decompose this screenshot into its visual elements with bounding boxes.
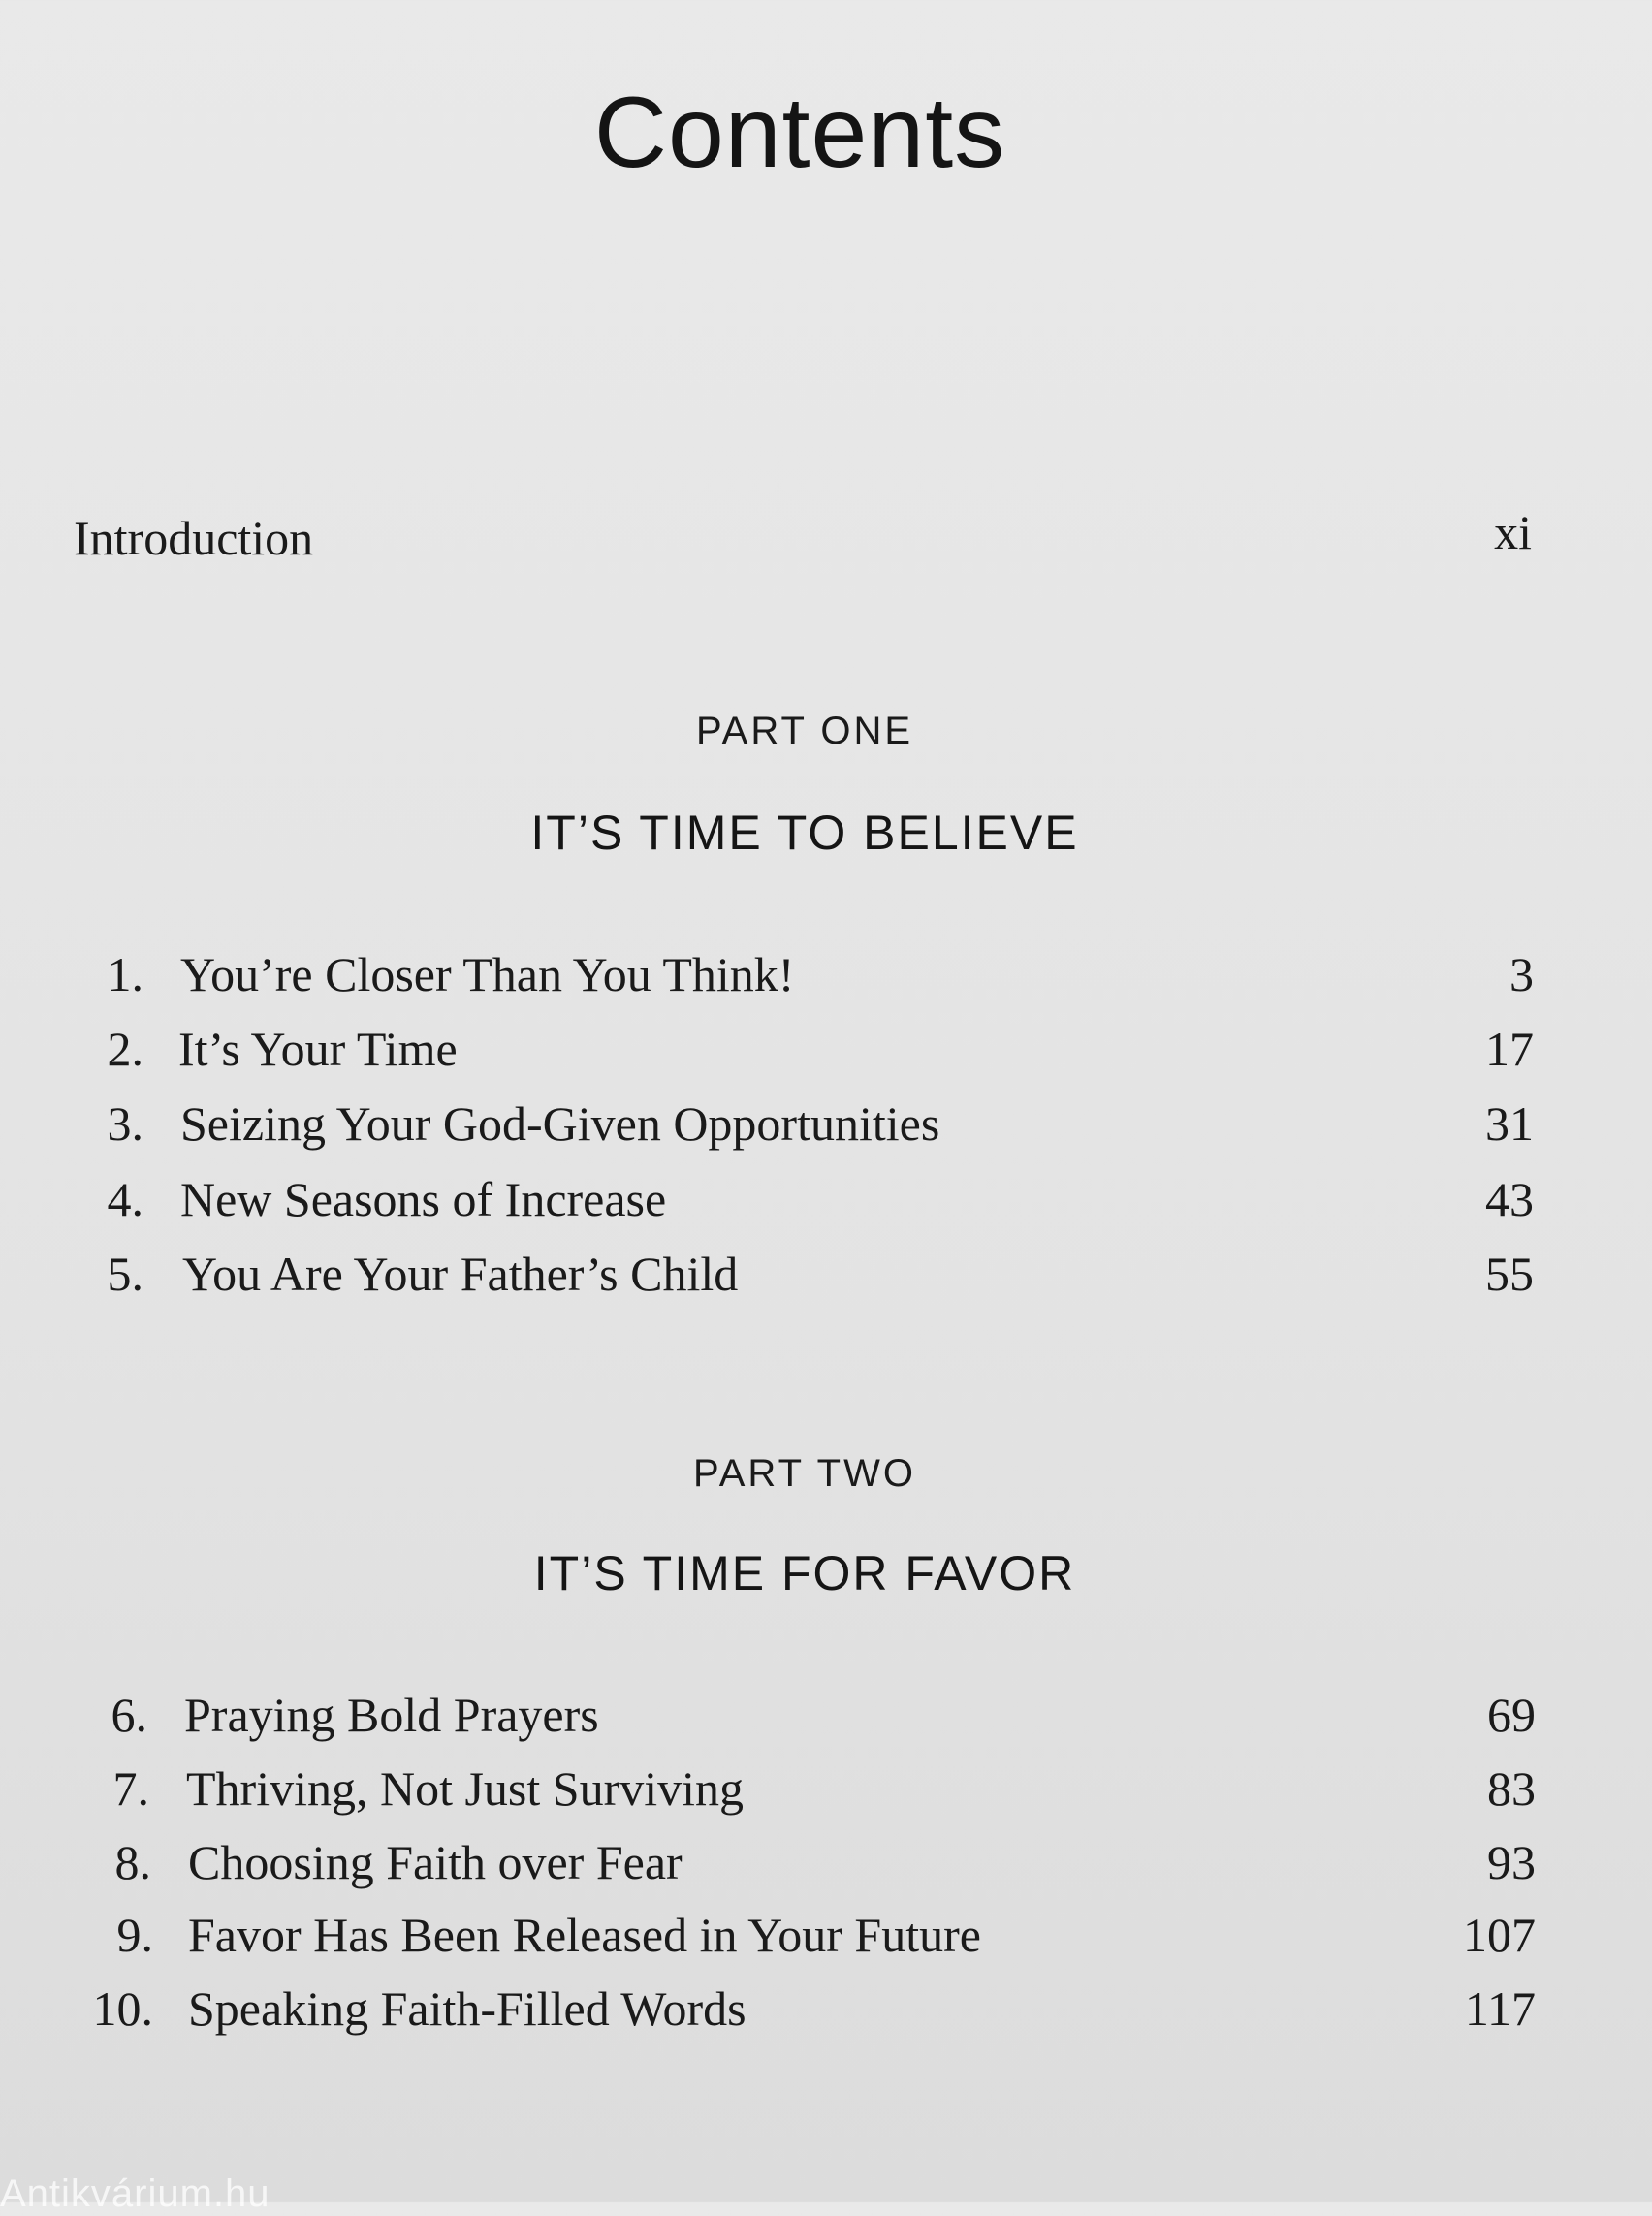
chapter-title: Choosing Faith over Fear bbox=[188, 1835, 683, 1889]
chapter-number: 7. bbox=[112, 1761, 149, 1816]
chapter-row bbox=[0, 1760, 1652, 1828]
part-one-label: PART ONE bbox=[695, 710, 914, 752]
chapter-page-number: 55 bbox=[1485, 1247, 1534, 1301]
chapter-page-number: 107 bbox=[1463, 1908, 1536, 1962]
chapter-title: Speaking Faith-Filled Words bbox=[188, 1981, 747, 2036]
chapter-row bbox=[0, 1687, 1652, 1755]
part-two-title: IT’S TIME FOR FAVOR bbox=[533, 1546, 1076, 1600]
chapter-page-number: 93 bbox=[1487, 1835, 1536, 1889]
part-two-label: PART TWO bbox=[693, 1452, 916, 1495]
chapter-number: 6. bbox=[111, 1688, 147, 1742]
chapter-row bbox=[0, 1246, 1652, 1314]
chapter-row bbox=[0, 1834, 1652, 1902]
chapter-page-number: 3 bbox=[1509, 947, 1534, 1001]
chapter-title: Seizing Your God-Given Opportunities bbox=[180, 1096, 940, 1151]
page-title: Contents bbox=[593, 77, 1006, 189]
chapter-page-number: 31 bbox=[1485, 1096, 1534, 1151]
chapter-page-number: 17 bbox=[1485, 1022, 1534, 1076]
chapter-number: 10. bbox=[92, 1981, 153, 2036]
chapter-row bbox=[0, 1095, 1652, 1163]
chapter-row bbox=[0, 1171, 1652, 1239]
chapter-title: New Seasons of Increase bbox=[180, 1172, 667, 1226]
chapter-number: 5. bbox=[107, 1247, 143, 1301]
chapter-number: 4. bbox=[107, 1172, 143, 1226]
watermark: Antikvárium.hu bbox=[0, 2172, 270, 2215]
introduction-label: Introduction bbox=[74, 511, 314, 565]
part-one-title: IT’S TIME TO BELIEVE bbox=[530, 806, 1079, 860]
chapter-number: 8. bbox=[114, 1835, 151, 1889]
chapter-title: Favor Has Been Released in Your Future bbox=[188, 1908, 981, 1962]
chapter-row bbox=[0, 1980, 1652, 2048]
chapter-page-number: 43 bbox=[1485, 1172, 1534, 1226]
chapter-title: It’s Your Time bbox=[178, 1022, 458, 1076]
chapter-row bbox=[0, 946, 1652, 1014]
chapter-number: 3. bbox=[107, 1096, 143, 1151]
chapter-title: You Are Your Father’s Child bbox=[182, 1247, 739, 1301]
chapter-title: You’re Closer Than You Think! bbox=[180, 947, 795, 1001]
chapter-title: Thriving, Not Just Surviving bbox=[186, 1761, 745, 1816]
introduction-page-number: xi bbox=[1494, 505, 1532, 559]
chapter-number: 9. bbox=[116, 1908, 153, 1962]
chapter-row bbox=[0, 1021, 1652, 1089]
chapter-row bbox=[0, 1907, 1652, 1975]
chapter-page-number: 83 bbox=[1487, 1761, 1536, 1816]
chapter-number: 1. bbox=[107, 947, 143, 1001]
chapter-page-number: 69 bbox=[1487, 1688, 1536, 1742]
chapter-title: Praying Bold Prayers bbox=[184, 1688, 599, 1742]
chapter-number: 2. bbox=[107, 1022, 143, 1076]
chapter-page-number: 117 bbox=[1464, 1981, 1536, 2036]
